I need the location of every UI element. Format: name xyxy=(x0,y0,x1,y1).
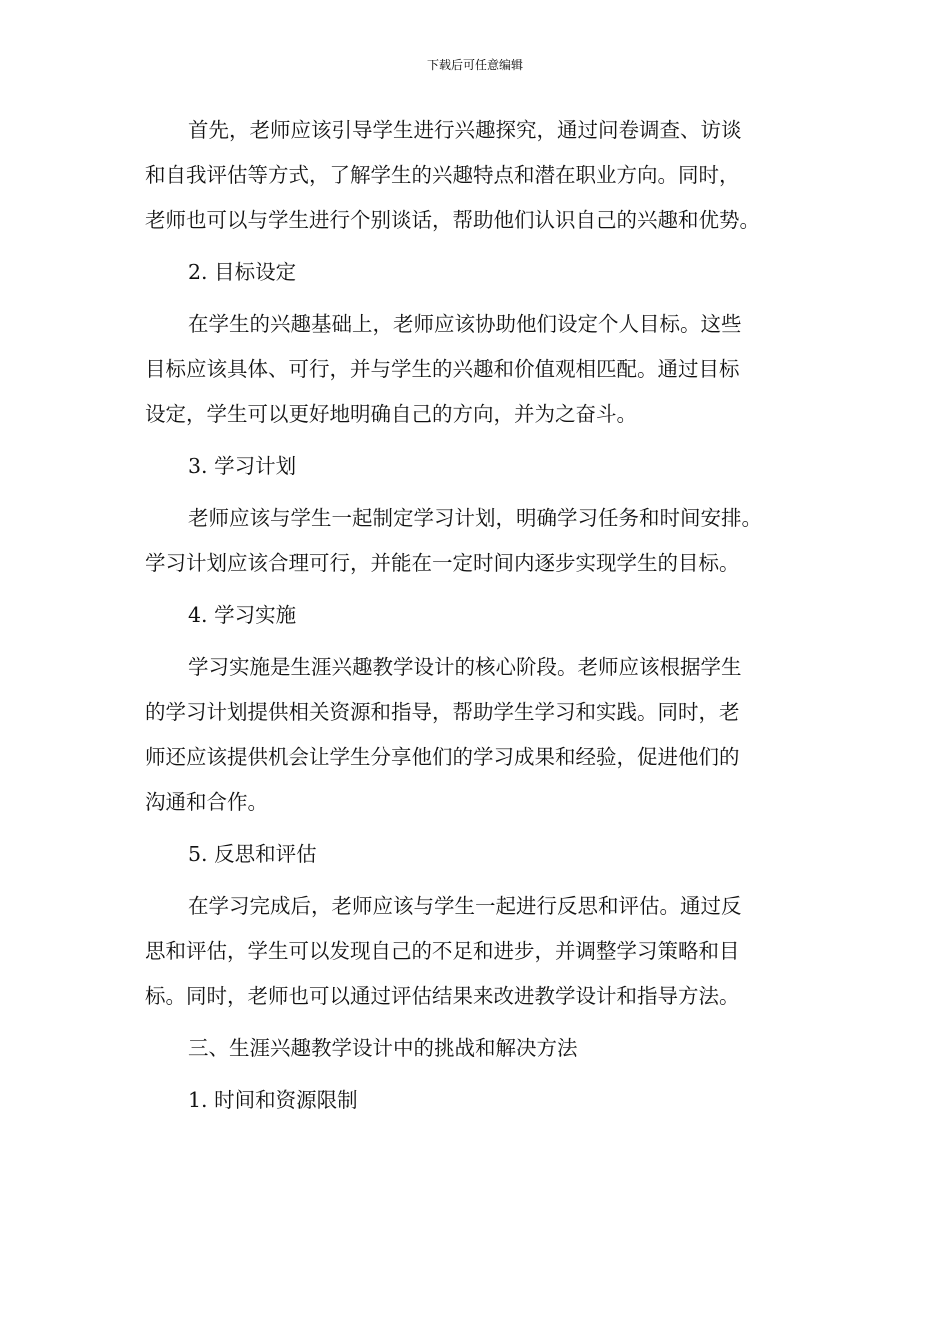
paragraph-line: 沟通和合作。 xyxy=(145,790,268,814)
paragraph-line: 老师也可以与学生进行个别谈话，帮助他们认识自己的兴趣和优势。 xyxy=(145,208,760,232)
paragraph-line: 思和评估，学生可以发现自己的不足和进步，并调整学习策略和目 xyxy=(145,939,740,963)
paragraph-line: 目标应该具体、可行，并与学生的兴趣和价值观相匹配。通过目标 xyxy=(145,357,740,381)
section-heading: 5. 反思和评估 xyxy=(188,842,317,866)
paragraph-line: 标。同时，老师也可以通过评估结果来改进教学设计和指导方法。 xyxy=(145,984,740,1008)
paragraph-line: 首先，老师应该引导学生进行兴趣探究，通过问卷调查、访谈 xyxy=(188,118,742,142)
paragraph-line: 和自我评估等方式，了解学生的兴趣特点和潜在职业方向。同时， xyxy=(145,163,740,187)
section-heading: 3. 学习计划 xyxy=(188,454,297,478)
section-heading: 1. 时间和资源限制 xyxy=(188,1088,358,1112)
page-header: 下载后可任意编辑 xyxy=(426,58,523,72)
paragraph-line: 设定，学生可以更好地明确自己的方向，并为之奋斗。 xyxy=(145,402,637,426)
chapter-heading: 三、生涯兴趣教学设计中的挑战和解决方法 xyxy=(188,1036,578,1060)
paragraph-line: 在学生的兴趣基础上，老师应该协助他们设定个人目标。这些 xyxy=(188,312,742,336)
paragraph-line: 学习实施是生涯兴趣教学设计的核心阶段。老师应该根据学生 xyxy=(188,655,742,679)
section-heading: 2. 目标设定 xyxy=(188,260,297,284)
paragraph-line: 学习计划应该合理可行，并能在一定时间内逐步实现学生的目标。 xyxy=(145,551,740,575)
paragraph-line: 的学习计划提供相关资源和指导，帮助学生学习和实践。同时，老 xyxy=(145,700,740,724)
paragraph-line: 老师应该与学生一起制定学习计划，明确学习任务和时间安排。 xyxy=(188,506,762,530)
paragraph-line: 师还应该提供机会让学生分享他们的学习成果和经验，促进他们的 xyxy=(145,745,740,769)
paragraph-line: 在学习完成后，老师应该与学生一起进行反思和评估。通过反 xyxy=(188,894,742,918)
section-heading: 4. 学习实施 xyxy=(188,603,297,627)
